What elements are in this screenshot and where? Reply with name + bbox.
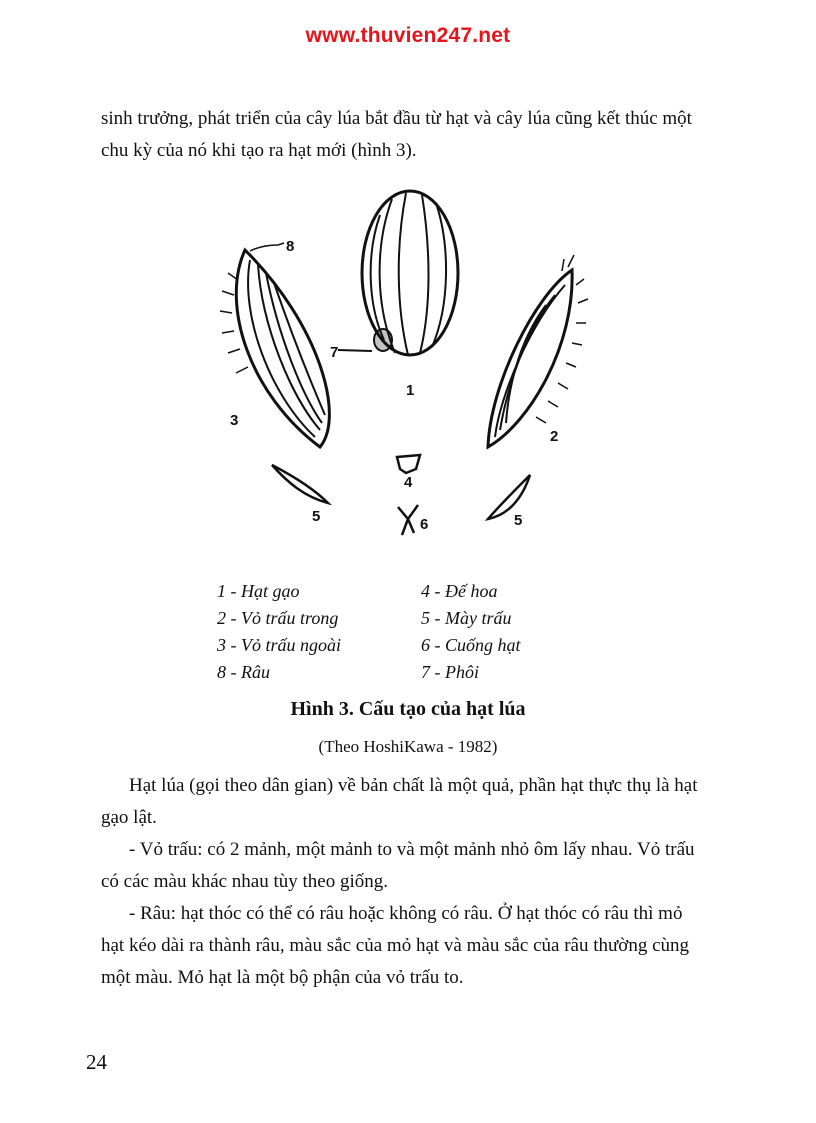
rice-kernel-drawing [362, 191, 458, 355]
marker-8: 8 [286, 238, 295, 255]
page-number: 24 [86, 1050, 107, 1074]
marker-7: 7 [330, 344, 339, 361]
marker-5-left: 5 [312, 508, 321, 525]
marker-1: 1 [406, 382, 415, 399]
rice-grain-figure [170, 185, 650, 545]
legend-item: 5 - Mày trấu [421, 608, 512, 628]
body-paragraph: - Râu: hạt thóc có thể có râu hoặc không có râu. Ở hạt thóc có râu thì mỏ hạt kéo dài ra thành râu, màu sắc của mỏ hạt và màu sắc của râu thường cùng một màu. Mỏ hạt là một bộ phận của vỏ trấu to. [101, 903, 690, 988]
marker-5-right: 5 [514, 512, 523, 529]
glume-left-drawing [272, 465, 328, 503]
legend-item: 6 - Cuống hạt [421, 635, 521, 655]
figure-source: (Theo HoshiKawa - 1982) [318, 737, 498, 756]
legend-item: 1 - Hạt gạo [217, 581, 300, 601]
legend-item: 8 - Râu [217, 662, 270, 682]
marker-6: 6 [420, 516, 429, 533]
marker-4: 4 [404, 474, 413, 491]
legend-item: 4 - Đế hoa [421, 581, 498, 601]
legend-item: 7 - Phôi [421, 662, 479, 682]
marker-2: 2 [550, 428, 559, 445]
pedicel-drawing [398, 505, 418, 535]
body-text [101, 770, 705, 994]
receptacle-drawing [397, 455, 420, 473]
glume-right-drawing [488, 475, 530, 519]
figure-caption: Hình 3. Cấu tạo của hạt lúa [290, 698, 526, 720]
intro-paragraph: sinh trưởng, phát triển của cây lúa bắt đầu từ hạt và cây lúa cũng kết thúc một chu kỳ của nó khi tạo ra hạt mới (hình 3). [101, 108, 692, 161]
legend-right [421, 578, 521, 686]
marker-3: 3 [230, 412, 239, 429]
legend-item: 3 - Vỏ trấu ngoài [217, 635, 341, 655]
body-paragraph: Hạt lúa (gọi theo dân gian) về bản chất là một quả, phần hạt thực thụ là hạt gạo lật. [101, 775, 698, 828]
legend-item: 2 - Vỏ trấu trong [217, 608, 339, 628]
legend-left [217, 578, 341, 686]
site-url[interactable]: www.thuvien247.net [305, 24, 511, 47]
body-paragraph: - Vỏ trấu: có 2 mảnh, một mảnh to và một mảnh nhỏ ôm lấy nhau. Vỏ trấu có các màu khác nhau tùy theo giống. [101, 839, 695, 892]
inner-husk-drawing [488, 255, 588, 447]
